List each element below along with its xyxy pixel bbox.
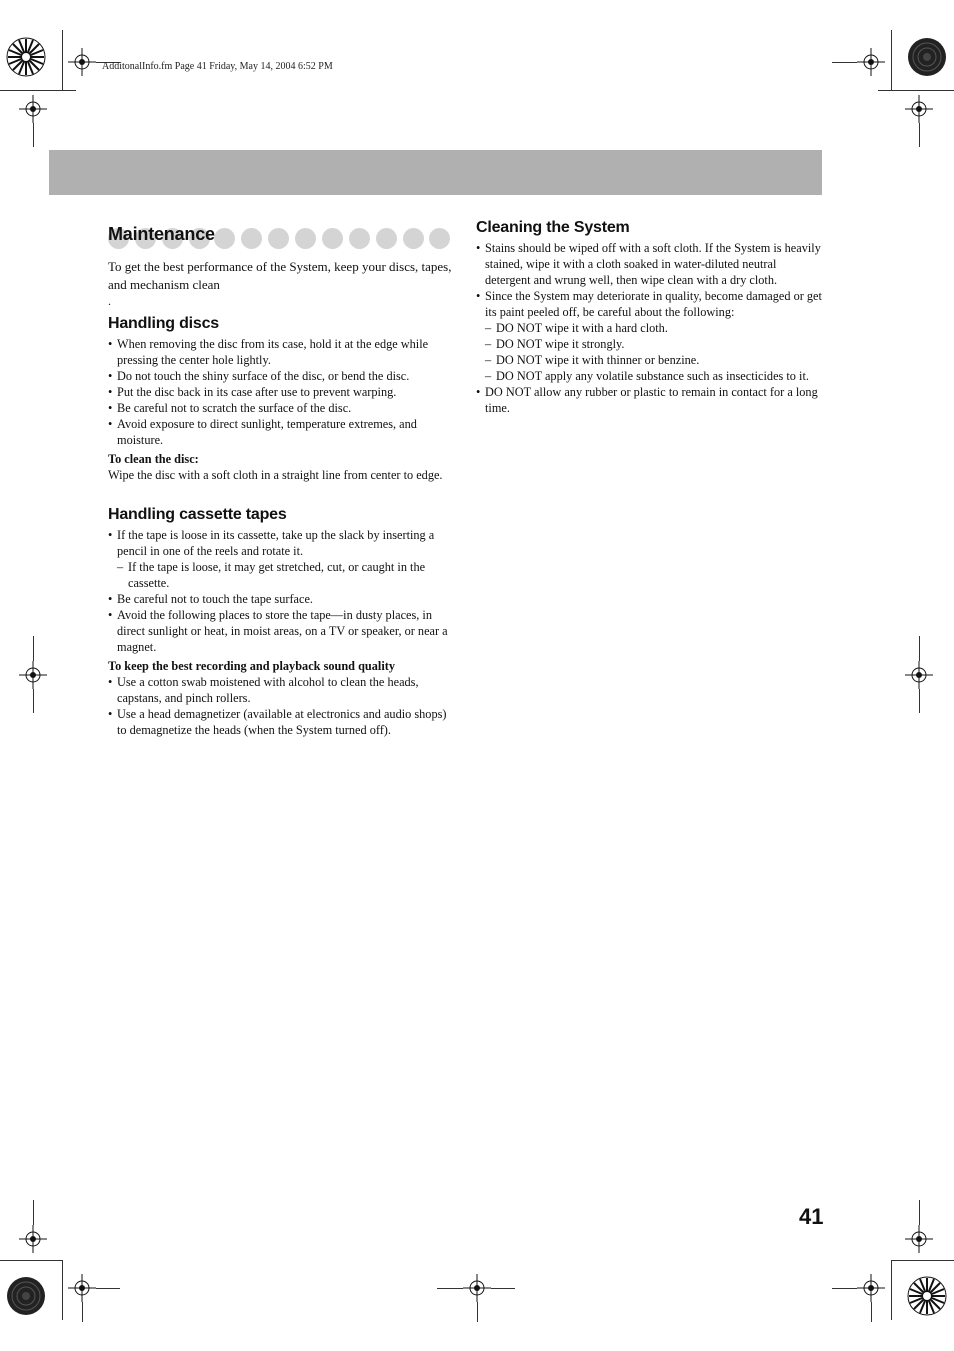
list-item: • If the tape is loose in its cassette, take up the slack by inserting a pencil in one of the reels and rotate it. (108, 527, 454, 559)
crop-line (33, 1200, 34, 1225)
maintenance-title-block (108, 224, 454, 252)
list-item: • Avoid exposure to direct sunlight, temperature extremes, and moisture. (108, 416, 454, 448)
registration-sunburst-icon (5, 36, 47, 78)
crosshair-icon (68, 48, 96, 76)
crop-line (33, 123, 34, 147)
section-heading-handling-discs: Handling discs (108, 315, 219, 332)
list-item: • When removing the disc from its case, hold it at the edge while pressing the center hole lightly. (108, 336, 454, 368)
decorative-dot (376, 228, 397, 249)
file-info-header: AdditonalInfo.fm Page 41 Friday, May 14, 2004 6:52 PM (102, 61, 333, 72)
intro-paragraph: To get the best performance of the System, keep your discs, tapes, and mechanism clean (108, 259, 452, 292)
list-item: • Use a cotton swab moistened with alcohol to clean the heads, capstans, and pinch rollers. (108, 674, 454, 706)
crop-line (832, 62, 857, 63)
crop-line (33, 636, 34, 661)
crop-line (491, 1288, 515, 1289)
crosshair-icon (19, 95, 47, 123)
crop-line (62, 1260, 63, 1320)
list-item: • Put the disc back in its case after use to prevent warping. (108, 384, 454, 400)
decorative-dot (349, 228, 370, 249)
crosshair-icon (463, 1274, 491, 1302)
right-column (476, 216, 822, 416)
decorative-dot (214, 228, 235, 249)
crosshair-icon (857, 48, 885, 76)
page-title: Maintenance (108, 224, 215, 244)
registration-sunburst-icon (906, 1275, 948, 1317)
registration-disc-icon (5, 1275, 47, 1317)
left-column (108, 224, 454, 738)
list-item: • Avoid the following places to store the tape—in dusty places, in direct sunlight or heat, in moist areas, on a TV or speaker, or near a magnet. (108, 607, 454, 655)
decorative-dot (268, 228, 289, 249)
crop-line (832, 1288, 857, 1289)
list-item: – DO NOT wipe it with a hard cloth. (476, 320, 822, 336)
crop-line (919, 123, 920, 147)
crop-line (919, 689, 920, 713)
list-item: • Be careful not to touch the tape surface. (108, 591, 454, 607)
page-number: 41 (799, 1204, 824, 1229)
crosshair-icon (19, 661, 47, 689)
crop-line (891, 1260, 892, 1320)
crop-line (62, 30, 63, 90)
section-heading-handling-tapes: Handling cassette tapes (108, 506, 287, 523)
tape-bullet-list (108, 527, 454, 655)
disc-bullet-list (108, 336, 454, 448)
crop-line (0, 90, 76, 91)
sound-quality-subheading: To keep the best recording and playback sound quality (108, 659, 395, 673)
crosshair-icon (857, 1274, 885, 1302)
crop-line (919, 636, 920, 661)
list-item: – DO NOT wipe it with thinner or benzine. (476, 352, 822, 368)
list-item: • Stains should be wiped off with a soft cloth. If the System is heavily stained, wipe it with a cloth soaked in water-diluted neutral detergent and wrung well, then wipe clean with a dry cloth. (476, 240, 822, 288)
list-item: • Use a head demagnetizer (available at electronics and audio shops) to demagnetize the heads (when the System turned off). (108, 706, 454, 738)
crosshair-icon (905, 95, 933, 123)
crosshair-icon (68, 1274, 96, 1302)
crop-line (878, 90, 954, 91)
list-item: – DO NOT apply any volatile substance such as insecticides to it. (476, 368, 822, 384)
decorative-dot (322, 228, 343, 249)
clean-disc-subheading: To clean the disc: (108, 452, 199, 466)
registration-disc-icon (906, 36, 948, 78)
list-item: • Be careful not to scratch the surface of the disc. (108, 400, 454, 416)
decorative-dot (295, 228, 316, 249)
crosshair-icon (905, 1225, 933, 1253)
crop-line (82, 1302, 83, 1322)
cleaning-bullet-list (476, 240, 822, 416)
crop-line (891, 1260, 954, 1261)
sound-quality-bullet-list (108, 674, 454, 738)
decorative-dot (403, 228, 424, 249)
crop-line (437, 1288, 463, 1289)
list-item: – DO NOT wipe it strongly. (476, 336, 822, 352)
crosshair-icon (19, 1225, 47, 1253)
list-item: • Since the System may deteriorate in quality, become damaged or get its paint peeled off, be careful about the following: (476, 288, 822, 320)
decorative-dot (429, 228, 450, 249)
crosshair-icon (905, 661, 933, 689)
crop-line (871, 1302, 872, 1322)
intro-trailing-dot: . (108, 294, 111, 308)
list-item: – If the tape is loose, it may get stretched, cut, or caught in the cassette. (108, 559, 454, 591)
crop-line (0, 1260, 62, 1261)
crop-line (96, 1288, 120, 1289)
list-item: • DO NOT allow any rubber or plastic to remain in contact for a long time. (476, 384, 822, 416)
crop-line (477, 1302, 478, 1322)
crop-line (33, 689, 34, 713)
crop-line (919, 1200, 920, 1225)
clean-disc-text: Wipe the disc with a soft cloth in a straight line from center to edge. (108, 468, 443, 482)
decorative-dot (241, 228, 262, 249)
crop-line (891, 30, 892, 90)
section-heading-cleaning-system: Cleaning the System (476, 219, 630, 236)
list-item: • Do not touch the shiny surface of the disc, or bend the disc. (108, 368, 454, 384)
header-band (49, 150, 822, 195)
